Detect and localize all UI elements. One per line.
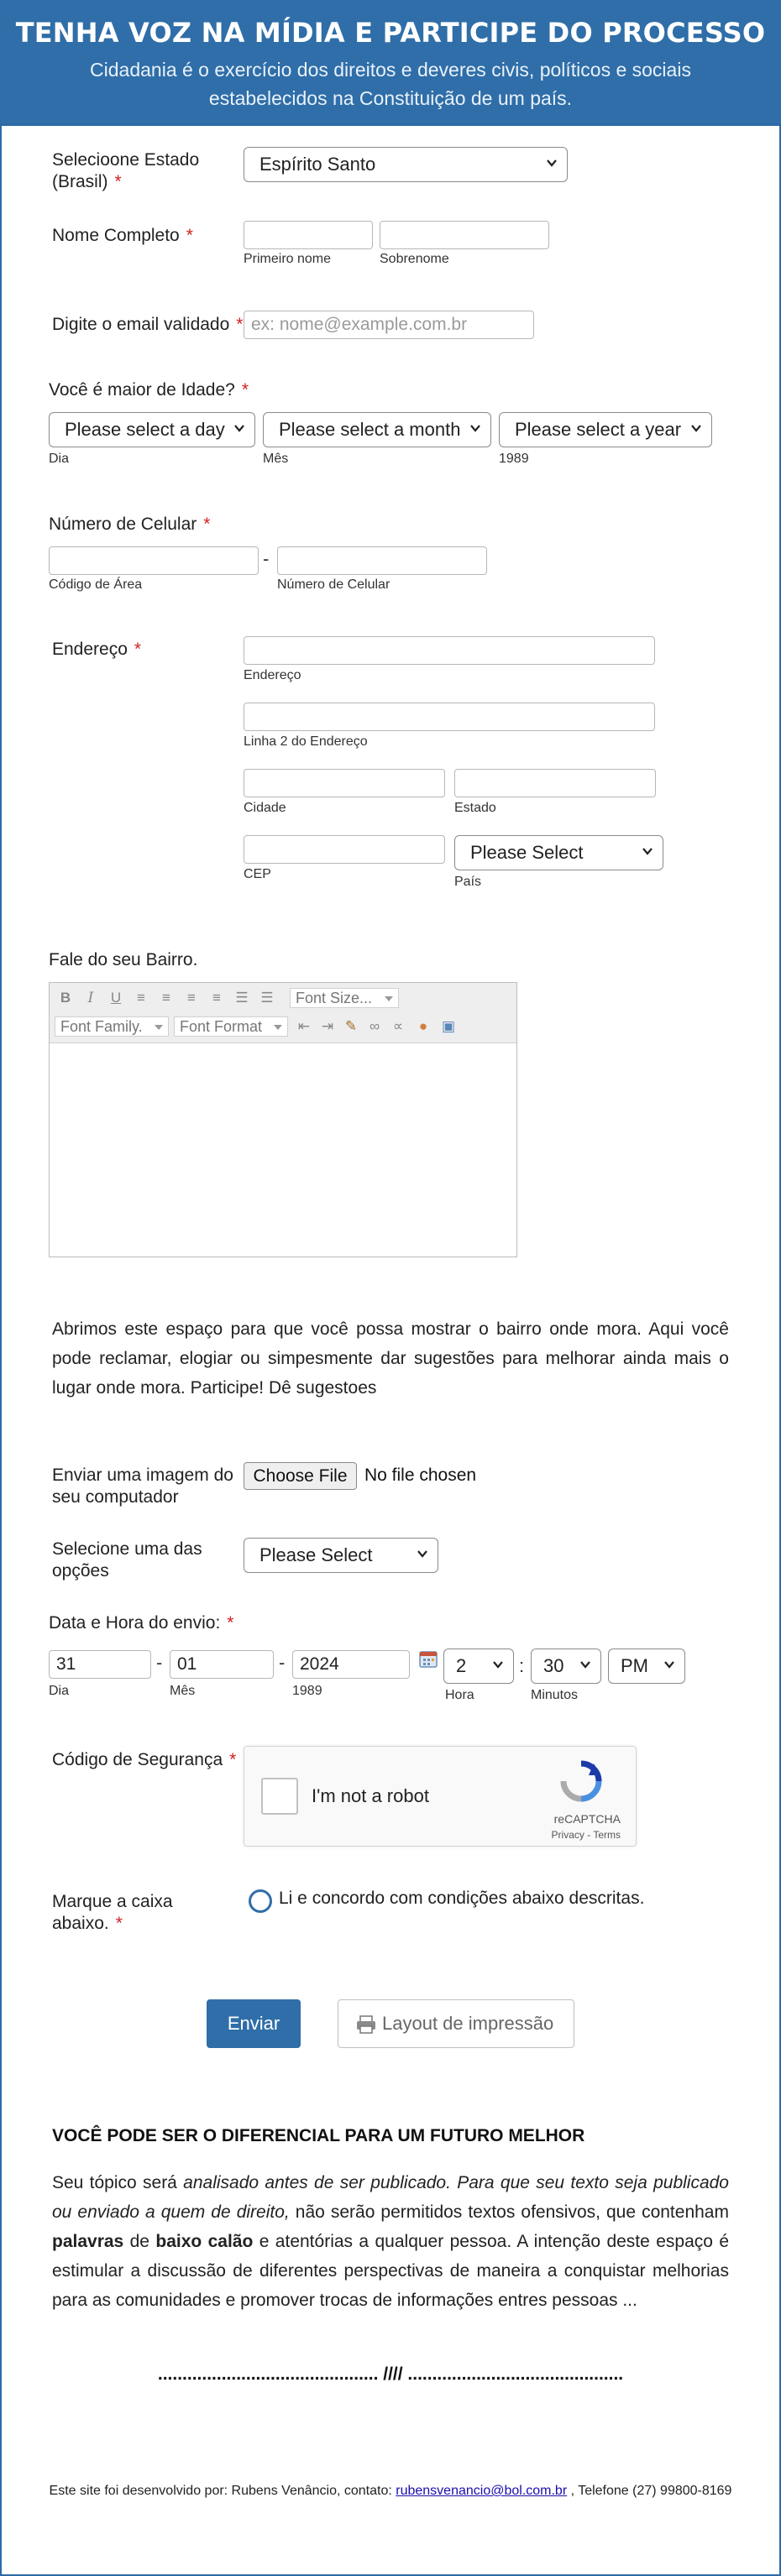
required-mark: *: [134, 640, 142, 659]
phone-separator: -: [263, 548, 270, 569]
footer-text: Este site foi desenvolvido por: Rubens Venâncio, contato:: [49, 2484, 396, 2498]
birth-year-select[interactable]: [499, 412, 712, 447]
closing-heading: VOCÊ PODE SER O DIFERENCIAL PARA UM FUTURO MELHOR: [52, 2126, 585, 2145]
options-label: [52, 1539, 202, 1582]
country-select[interactable]: [454, 835, 663, 870]
submit-button[interactable]: Enviar: [207, 1999, 301, 2048]
state-select-value: Espírito Santo: [259, 154, 376, 175]
required-mark: *: [115, 1914, 123, 1933]
send-day-sublabel: Dia: [49, 1684, 70, 1698]
underline-icon[interactable]: U: [110, 990, 122, 1006]
upload-label-line: Enviar uma imagem do: [52, 1466, 233, 1485]
footer-text: , Telefone (27) 99800-8169: [567, 2484, 732, 2498]
outdent-icon[interactable]: ⇤: [297, 1018, 311, 1034]
email-label-text: Digite o email validado: [52, 315, 230, 334]
align-left-icon[interactable]: ≡: [137, 990, 145, 1006]
required-mark: *: [236, 315, 244, 334]
send-year-input[interactable]: 2024: [292, 1650, 410, 1679]
neighborhood-editor: [49, 982, 517, 1257]
page-header: [0, 0, 781, 126]
options-select-value: Please Select: [259, 1544, 373, 1565]
name-label: [52, 225, 193, 247]
recaptcha-logo-icon: [558, 1758, 604, 1804]
options-select[interactable]: [244, 1538, 438, 1573]
chevron-down-icon: [385, 996, 393, 1001]
send-day-input[interactable]: 31: [49, 1650, 151, 1679]
intro-paragraph: Abrimos este espaço para que você possa mostrar o bairro onde mora. Aqui você pode reclamar, elogiar ou simpesmente dar sugestões para melhorar ainda mais o lugar onde mora. Participe! Dê sugestoes: [52, 1319, 729, 1398]
unordered-list-icon[interactable]: ☰: [260, 990, 274, 1006]
send-datetime-label-text: Data e Hora do envio:: [49, 1613, 221, 1633]
font-family-label: Font Family.: [60, 1018, 143, 1035]
birth-day-sublabel: Dia: [49, 452, 70, 466]
calendar-icon[interactable]: [418, 1649, 438, 1669]
security-label: [52, 1749, 236, 1771]
editor-text-area[interactable]: [50, 1043, 516, 1257]
first-name-input[interactable]: [244, 221, 373, 249]
consent-label-line: abaixo.: [52, 1914, 109, 1933]
birth-day-select[interactable]: [49, 412, 255, 447]
ordered-list-icon[interactable]: ☰: [235, 990, 249, 1006]
closing-text: não serão permitidos textos ofensivos, que contenham: [289, 2202, 729, 2222]
print-layout-label: Layout de impressão: [382, 2013, 554, 2034]
email-field[interactable]: ex: nome@example.com.br: [244, 311, 534, 339]
consent-option-label[interactable]: Li e concordo com condições abaixo descritas.: [279, 1889, 645, 1908]
age-label-text: Você é maior de Idade?: [49, 380, 235, 400]
required-mark: *: [229, 1750, 237, 1769]
link-icon[interactable]: ∞: [369, 1018, 380, 1034]
options-label-line: Selecione uma das: [52, 1539, 202, 1559]
subtitle-line: estabelecidos na Constituição de um país.: [208, 87, 573, 109]
city-input[interactable]: [244, 769, 445, 797]
justify-icon[interactable]: ≡: [212, 990, 221, 1006]
birth-year-value: Please select a year: [515, 419, 682, 440]
minute-select[interactable]: [531, 1649, 601, 1684]
send-datetime-label: [49, 1612, 233, 1634]
state-label: [52, 149, 199, 193]
unlink-icon[interactable]: ∝: [392, 1018, 404, 1034]
country-select-value: Please Select: [470, 842, 584, 863]
country-sublabel: País: [454, 875, 482, 889]
editor-toolbar: [50, 983, 516, 1043]
chevron-down-icon: [641, 844, 654, 858]
neighborhood-label: Fale do seu Bairro.: [49, 950, 198, 969]
image-icon[interactable]: ▣: [441, 1018, 456, 1034]
phone-number-sublabel: Número de Celular: [277, 577, 390, 592]
first-name-sublabel: Primeiro nome: [244, 252, 332, 266]
page-footer: [34, 2478, 747, 2505]
recaptcha-brand: reCAPTCHA: [553, 1812, 621, 1826]
birth-month-value: Please select a month: [279, 419, 461, 440]
send-month-sublabel: Mês: [170, 1684, 196, 1698]
file-status: No file chosen: [364, 1466, 477, 1485]
age-label: [49, 379, 249, 401]
chevron-down-icon: [416, 1547, 429, 1560]
consent-label: [52, 1891, 173, 1935]
birth-month-sublabel: Mês: [263, 452, 289, 466]
phone-number-input[interactable]: [277, 546, 487, 575]
date-separator: -: [156, 1652, 163, 1673]
font-size-select[interactable]: [290, 988, 399, 1008]
upload-label-line: seu computador: [52, 1487, 179, 1507]
required-mark: *: [227, 1613, 234, 1633]
align-center-icon[interactable]: ≡: [162, 990, 170, 1006]
address-line1-input[interactable]: [244, 636, 655, 665]
address-state-sublabel: Estado: [454, 801, 496, 815]
chevron-down-icon: [233, 421, 246, 435]
phone-label-text: Número de Celular: [49, 515, 197, 534]
send-year-sublabel: 1989: [292, 1684, 322, 1698]
closing-text: Seu tópico será: [52, 2173, 184, 2192]
page-subtitle: [0, 55, 781, 112]
closing-text-bold: baixo calão: [155, 2232, 254, 2251]
font-size-label: Font Size...: [296, 990, 373, 1006]
footer-email-link[interactable]: rubensvenancio@bol.com.br: [396, 2484, 568, 2498]
required-mark: *: [203, 515, 211, 534]
hour-value: 2: [456, 1655, 467, 1676]
recaptcha-text: I'm not a robot: [312, 1785, 429, 1806]
italic-icon[interactable]: I: [87, 990, 94, 1006]
address-state-input[interactable]: [454, 769, 656, 797]
font-format-select[interactable]: [174, 1016, 288, 1037]
printer-icon: [355, 2014, 377, 2035]
page-title: TENHA VOZ NA MÍDIA E PARTICIPE DO PROCESSO: [15, 17, 766, 49]
send-month-input[interactable]: 01: [170, 1650, 274, 1679]
chevron-down-icon: [689, 421, 703, 435]
zip-sublabel: CEP: [244, 867, 271, 881]
address-line2-input[interactable]: [244, 703, 655, 731]
area-code-sublabel: Código de Área: [49, 577, 143, 592]
print-layout-button[interactable]: [338, 1999, 574, 2048]
edit-icon[interactable]: ✎: [344, 1018, 358, 1034]
name-label-text: Nome Completo: [52, 226, 180, 245]
hour-sublabel: Hora: [445, 1688, 474, 1702]
last-name-input[interactable]: [380, 221, 549, 249]
closing-text-italic: analisado antes de ser publicado. Para que seu texto seja publicado ou enviado a quem de direito,: [52, 2173, 729, 2222]
subtitle-line: Cidadania é o exercício dos direitos e deveres civis, políticos e sociais: [90, 59, 691, 81]
minute-value: 30: [543, 1655, 564, 1676]
state-select[interactable]: [244, 147, 568, 182]
minute-sublabel: Minutos: [531, 1688, 579, 1702]
chevron-down-icon: [663, 1658, 676, 1671]
closing-divider: ............................................. //// ............................................: [157, 2364, 624, 2384]
required-mark: *: [241, 380, 249, 400]
address-label-text: Endereço: [52, 640, 128, 659]
address-line2-sublabel: Linha 2 do Endereço: [244, 734, 368, 749]
chevron-down-icon: [491, 1658, 505, 1671]
required-mark: *: [114, 172, 122, 191]
last-name-sublabel: Sobrenome: [380, 252, 449, 266]
ampm-select[interactable]: [608, 1649, 685, 1684]
city-sublabel: Cidade: [244, 801, 286, 815]
recaptcha-terms-link[interactable]: Privacy - Terms: [551, 1829, 621, 1841]
time-separator: :: [519, 1655, 525, 1676]
closing-text-bold: palavras: [52, 2232, 124, 2251]
chevron-down-icon: [155, 1025, 163, 1030]
chevron-down-icon: [469, 421, 482, 435]
color-icon[interactable]: ●: [418, 1018, 428, 1034]
hour-select[interactable]: [443, 1649, 514, 1684]
bold-icon[interactable]: B: [60, 990, 71, 1006]
options-label-line: opções: [52, 1561, 109, 1581]
birth-day-value: Please select a day: [65, 419, 225, 440]
upload-label: [52, 1465, 233, 1508]
indent-icon[interactable]: ⇥: [321, 1018, 334, 1034]
email-label: [52, 314, 243, 336]
closing-text: e atentórias a qualquer pessoa. A intenção deste espaço é estimular a discussão de diferentes perspectivas de maneira a conquistar melhorias para as comunidades e promover trocas de informações entres pessoas ...: [52, 2232, 729, 2310]
closing-paragraph: [52, 2168, 729, 2315]
font-format-label: Font Format: [180, 1018, 263, 1035]
address-line1-sublabel: Endereço: [244, 668, 301, 682]
recaptcha-checkbox[interactable]: [261, 1778, 298, 1815]
date-separator: -: [279, 1652, 286, 1673]
consent-label-line: Marque a caixa: [52, 1892, 173, 1911]
ampm-value: PM: [621, 1655, 648, 1676]
required-mark: *: [186, 226, 193, 245]
font-family-select[interactable]: [55, 1016, 169, 1037]
chevron-down-icon: [579, 1658, 592, 1671]
phone-label: [49, 514, 210, 536]
recaptcha-widget: [244, 1746, 637, 1847]
state-label-line: (Brasil): [52, 172, 108, 191]
security-label-text: Código de Segurança: [52, 1750, 223, 1769]
state-label-line: Selecioone Estado: [52, 150, 200, 170]
chevron-down-icon: [274, 1025, 282, 1030]
address-label: [52, 639, 141, 661]
align-right-icon[interactable]: ≡: [187, 990, 196, 1006]
birth-year-sublabel: 1989: [499, 452, 529, 466]
zip-input[interactable]: [244, 835, 445, 864]
birth-month-select[interactable]: [263, 412, 491, 447]
area-code-input[interactable]: [49, 546, 259, 575]
chevron-down-icon: [545, 156, 558, 170]
closing-text: de: [123, 2232, 156, 2251]
choose-file-button[interactable]: Choose File: [244, 1462, 357, 1490]
consent-radio[interactable]: [249, 1889, 272, 1913]
